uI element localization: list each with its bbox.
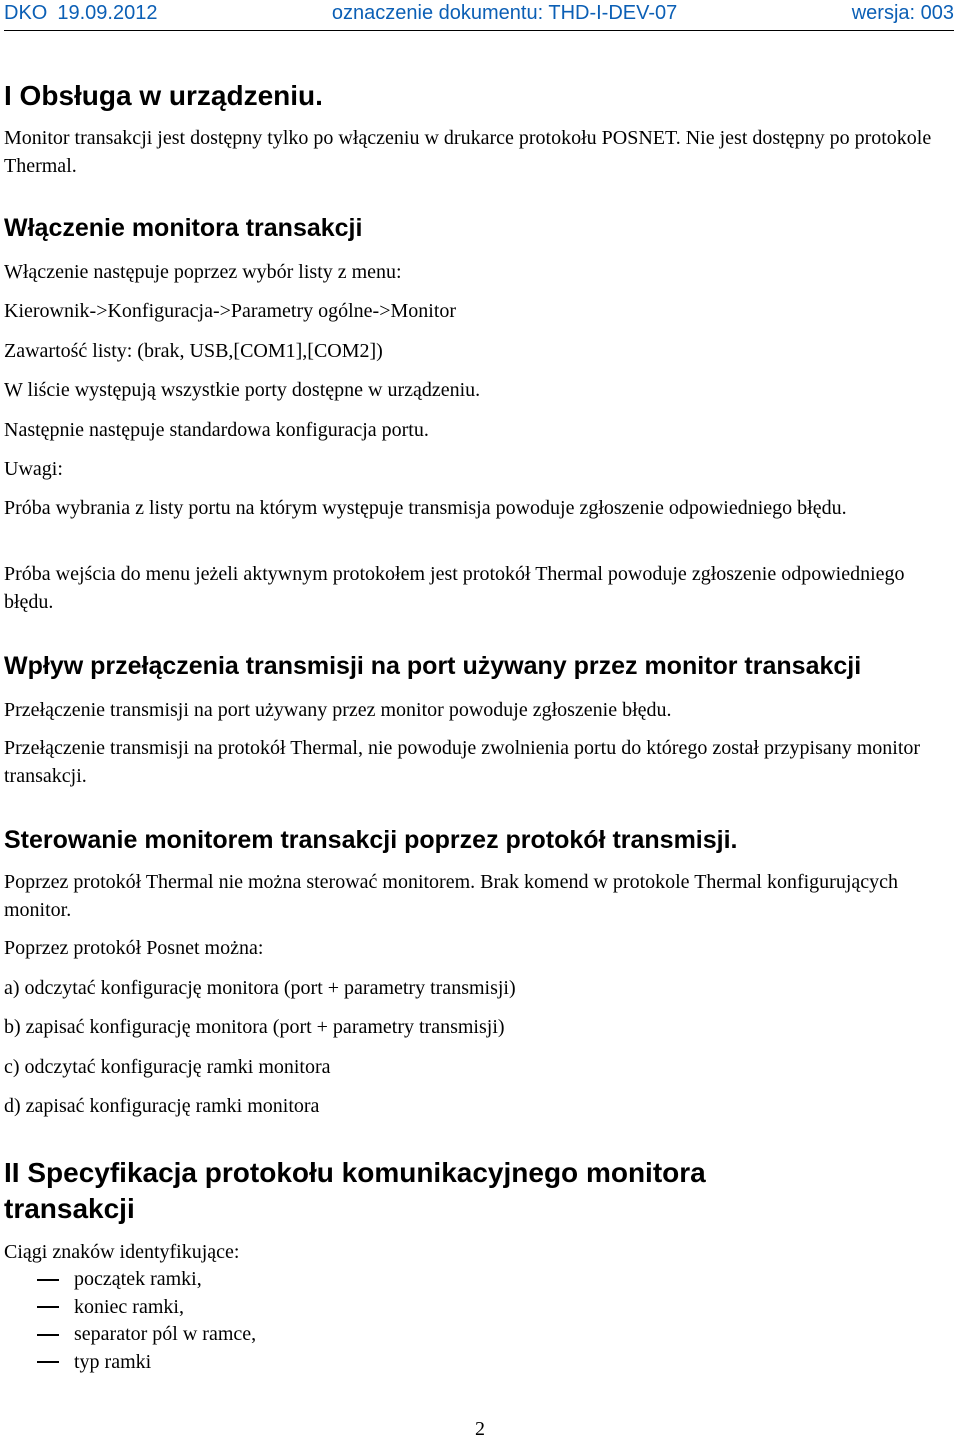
page-header — [4, 0, 954, 26]
list-item — [4, 1321, 256, 1349]
header-document-id: oznaczenie dokumentu: THD-I-DEV-07 — [331, 1, 678, 24]
dash-bullet-icon — [37, 1279, 59, 1281]
dash-bullet-icon — [37, 1361, 59, 1363]
list-item-label: separator pól w ramce, — [74, 1323, 257, 1346]
header-version: wersja: 003 — [851, 1, 954, 24]
header-left — [4, 2, 157, 25]
list-item: d) zapisać konfigurację ramki monitora — [4, 1095, 320, 1117]
paragraph: Przełączenie transmisji na port używany przez monitor powoduje zgłoszenie błędu. — [4, 699, 672, 721]
heading-port-switch: Wpływ przełączenia transmisji na port używany przez monitor transakcji — [4, 652, 862, 680]
paragraph: Następnie następuje standardowa konfiguracja portu. — [4, 419, 429, 441]
paragraph: Włączenie następuje poprzez wybór listy z menu: — [4, 261, 402, 283]
list-item — [4, 1294, 256, 1322]
dash-bullet-icon — [37, 1334, 59, 1336]
dash-bullet-icon — [37, 1306, 59, 1308]
list-item: b) zapisać konfigurację monitora (port + parametry transmisji) — [4, 1016, 505, 1038]
paragraph: Ciągi znaków identyfikujące: — [4, 1241, 240, 1263]
section-2-title-line1: II Specyfikacja protokołu komunikacyjnego monitora — [4, 1157, 706, 1188]
paragraph: Zawartość listy: (brak, USB,[COM1],[COM2]) — [4, 340, 383, 362]
list-item-label: typ ramki — [74, 1350, 152, 1373]
section-2-title-line2: transakcji — [4, 1193, 135, 1224]
menu-path: Kierownik->Konfiguracja->Parametry ogólne->Monitor — [4, 300, 457, 322]
header-code: DKO — [4, 1, 48, 24]
header-date: 19.09.2012 — [57, 1, 158, 24]
paragraph: Próba wybrania z listy portu na którym występuje transmisja powoduje zgłoszenie odpowiedniego błędu. — [4, 497, 847, 519]
list-item-label: początek ramki, — [74, 1268, 202, 1291]
section-1-title: I Obsługa w urządzeniu. — [4, 80, 323, 111]
paragraph: Poprzez protokół Posnet można: — [4, 937, 264, 959]
identifier-list — [4, 1266, 256, 1376]
section-2-title — [4, 1155, 706, 1227]
heading-monitor-enable: Włączenie monitora transakcji — [4, 214, 363, 242]
paragraph: Przełączenie transmisji na protokół Thermal, nie powoduje zwolnienia portu do którego został przypisany monitor transakcji. — [4, 737, 921, 787]
notes-label: Uwagi: — [4, 458, 63, 480]
list-item: c) odczytać konfigurację ramki monitora — [4, 1056, 331, 1078]
paragraph: W liście występują wszystkie porty dostępne w urządzeniu. — [4, 379, 481, 401]
paragraph: Próba wejścia do menu jeżeli aktywnym protokołem jest protokół Thermal powoduje zgłoszenie odpowiedniego błędu. — [4, 563, 905, 613]
section-1-intro: Monitor transakcji jest dostępny tylko po włączeniu w drukarce protokołu POSNET. Nie jest dostępny po protokole Thermal. — [4, 127, 932, 177]
list-item-label: koniec ramki, — [74, 1295, 184, 1318]
page-number: 2 — [475, 1418, 485, 1440]
heading-protocol-control: Sterowanie monitorem transakcji poprzez protokół transmisji. — [4, 826, 738, 854]
paragraph: Poprzez protokół Thermal nie można sterować monitorem. Brak komend w protokole Thermal konfigurujących monitor. — [4, 871, 899, 921]
header-rule — [4, 30, 954, 31]
list-item — [4, 1349, 256, 1377]
list-item — [4, 1266, 256, 1294]
list-item: a) odczytać konfigurację monitora (port + parametry transmisji) — [4, 977, 516, 999]
